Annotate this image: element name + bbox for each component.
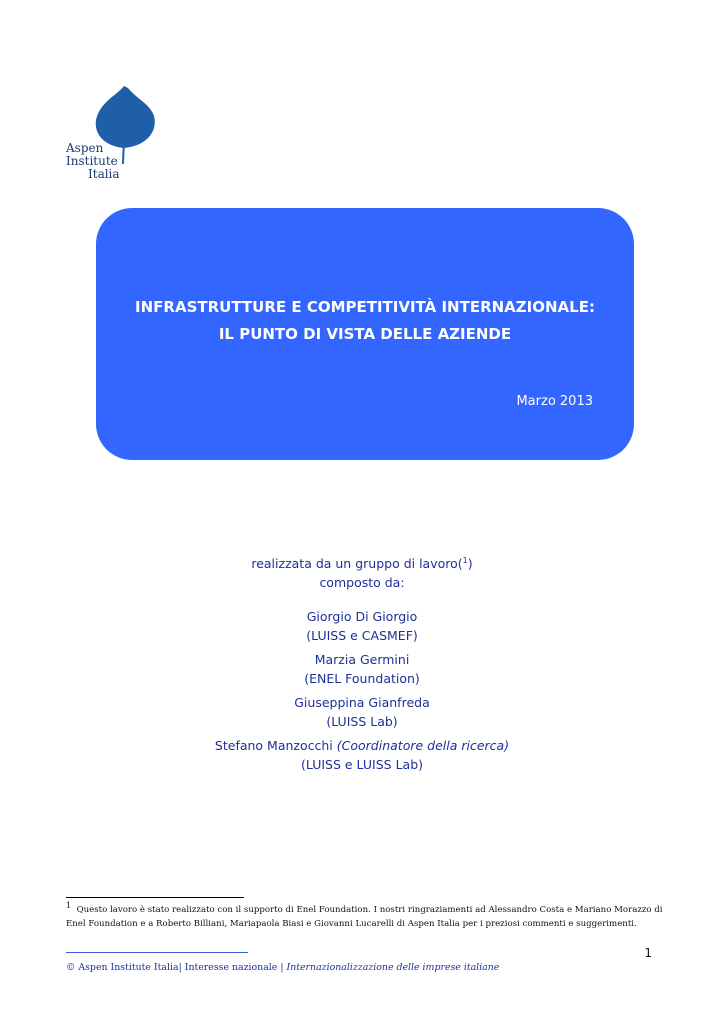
member-name: Marzia Germini <box>314 652 410 667</box>
footnote-reference[interactable]: 1 <box>462 555 468 565</box>
member-role: (Coordinatore della ricerca) <box>336 738 510 753</box>
credits-section <box>0 554 724 774</box>
footer-copyright: © Aspen Institute Italia <box>66 962 179 973</box>
document-title <box>96 294 634 348</box>
footer-section: Interesse nazionale <box>184 962 278 973</box>
logo-line-1: Aspen <box>66 141 104 155</box>
member-name: Giuseppina Gianfreda <box>294 695 430 710</box>
member-affiliation: (LUISS e LUISS Lab) <box>300 757 423 772</box>
page-number: 1 <box>644 946 652 960</box>
footer-separator: | <box>280 962 284 973</box>
logo-line-2: Institute <box>66 154 118 168</box>
footnote-divider <box>66 897 244 898</box>
member-affiliation: (LUISS e CASMEF) <box>306 628 418 643</box>
credits-intro-line-1 <box>0 554 724 573</box>
coordinator-line <box>0 736 724 755</box>
title-line-2: IL PUNTO DI VISTA DELLE AZIENDE <box>218 325 512 343</box>
intro-text: realizzata da un gruppo di lavoro( <box>251 556 463 571</box>
member-affiliation: (LUISS Lab) <box>326 714 398 729</box>
aspen-logo <box>66 84 166 184</box>
member-name: Giorgio Di Giorgio <box>306 609 418 624</box>
member-affiliation: (ENEL Foundation) <box>304 671 420 686</box>
logo-text <box>66 142 120 181</box>
footnote <box>66 903 666 931</box>
footer-publication: Internazionalizzazione delle imprese italiane <box>286 962 500 973</box>
publication-date: Marzo 2013 <box>516 394 593 409</box>
footnote-text: Questo lavoro è stato realizzato con il supporto di Enel Foundation. I nostri ringraziamenti ad Alessandro Costa e Mariano Morazzo di Enel Foundation e a Roberto Billiani, Mariapaola Biasi e Giovanni Lucarelli di Aspen Italia per i preziosi commenti e suggerimenti. <box>66 905 663 929</box>
footer-separator: | <box>178 962 182 973</box>
intro-close: ) <box>467 556 473 571</box>
footnote-marker: 1 <box>66 901 72 911</box>
title-box <box>96 208 634 460</box>
member-name: Stefano Manzocchi <box>214 738 333 753</box>
logo-line-3: Italia <box>88 167 120 181</box>
page-footer <box>66 962 499 973</box>
footer-divider <box>66 952 248 953</box>
credits-intro-line-2: composto da: <box>319 575 405 590</box>
title-line-1: INFRASTRUTTURE E COMPETITIVITÀ INTERNAZIONALE: <box>135 298 595 316</box>
